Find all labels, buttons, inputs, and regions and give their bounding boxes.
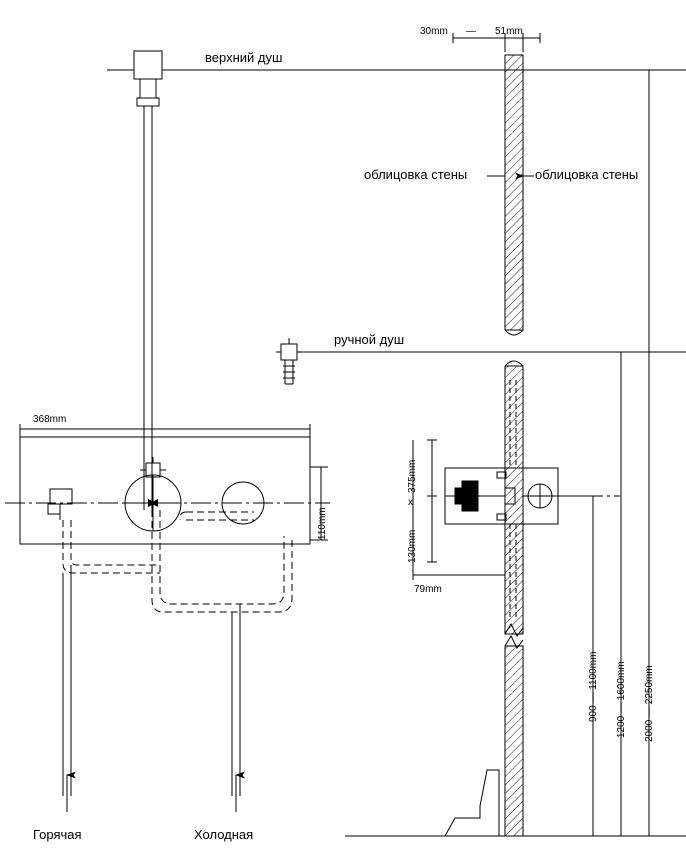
dim-height-top: 2000 — 2250mm <box>644 665 655 742</box>
dim-height-mid: 1200 — 1600mm <box>616 661 627 738</box>
label-wall-cladding-right: облицовка стены <box>535 167 639 182</box>
label-hand-shower: ручной душ <box>334 332 405 347</box>
dim-wall-dash: — <box>466 26 476 37</box>
dim-wall-max: 51mm <box>495 26 523 37</box>
dim-depth-130: 130mm <box>407 529 418 563</box>
dim-depth-x: x <box>408 497 413 508</box>
hand-shower-outlet <box>281 344 297 360</box>
dim-height-hand: 900 — 1100mm <box>588 651 599 722</box>
label-wall-cladding-left: облицовка стены <box>364 167 468 182</box>
overhead-shower-mount <box>134 51 162 79</box>
label-hot-supply: Горячая <box>33 827 82 842</box>
dim-body-width: 368mm <box>33 414 67 425</box>
label-overhead-shower: верхний душ <box>205 50 283 65</box>
label-cold-supply: Холодная <box>194 827 254 842</box>
dim-depth-375: 375mm <box>407 459 418 493</box>
dim-depth-79: 79mm <box>414 584 442 595</box>
dim-body-height: 110mm <box>317 507 328 540</box>
dim-wall-min: 30mm <box>420 26 448 37</box>
